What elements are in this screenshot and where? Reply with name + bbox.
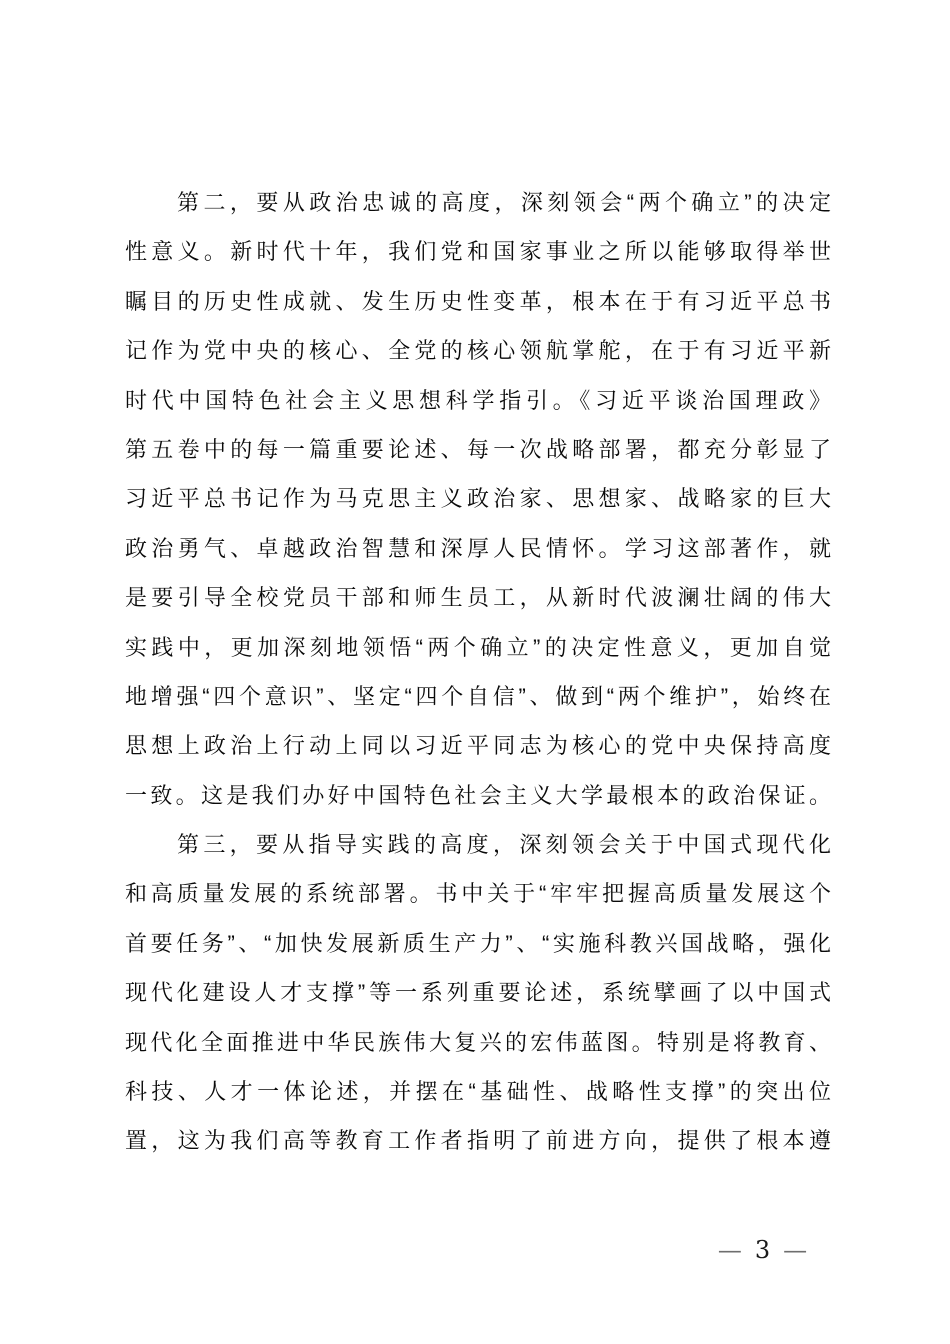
text-line: 记作为党中央的核心、全党的核心领航掌舵，在于有习近平新 (125, 338, 831, 364)
text-line: 现代化建设人才支撑”等一系列重要论述，系统擘画了以中国式 (125, 980, 831, 1006)
page-number: 3 (754, 1236, 771, 1264)
text-line: 实践中，更加深刻地领悟“两个确立”的决定性意义，更加自觉 (125, 634, 831, 660)
text-line: 第二，要从政治忠诚的高度，深刻领会“两个确立”的决定 (177, 190, 831, 215)
text-line: 首要任务”、“加快发展新质生产力”、“实施科教兴国战略，强化 (125, 930, 831, 956)
text-line: 思想上政治上行动上同以习近平同志为核心的党中央保持高度 (125, 733, 831, 759)
text-line: 地增强“四个意识”、坚定“四个自信”、做到“两个维护”，始终在 (125, 683, 831, 709)
paragraph (125, 820, 831, 1166)
text-line: 第五卷中的每一篇重要论述、每一次战略部署，都充分彰显了 (125, 436, 831, 462)
text-line: 是要引导全校党员干部和师生员工，从新时代波澜壮阔的伟大 (125, 585, 831, 611)
page-footer (700, 1236, 825, 1264)
footer-dash-right: — (783, 1236, 808, 1264)
text-line: 现代化全面推进中华民族伟大复兴的宏伟蓝图。特别是将教育、 (125, 1029, 831, 1055)
text-line: 置，这为我们高等教育工作者指明了前进方向，提供了根本遵 (125, 1128, 831, 1154)
text-line: 第三，要从指导实践的高度，深刻领会关于中国式现代化 (177, 832, 831, 858)
text-line: 瞩目的历史性成就、发生历史性变革，根本在于有习近平总书 (125, 288, 831, 314)
text-line: 政治勇气、卓越政治智慧和深厚人民情怀。学习这部著作，就 (125, 535, 831, 561)
document-body (125, 178, 831, 1166)
text-line: 一致。这是我们办好中国特色社会主义大学最根本的政治保证。 (125, 782, 831, 808)
footer-dash-left: — (717, 1236, 742, 1264)
paragraph (125, 178, 831, 820)
text-line: 和高质量发展的系统部署。书中关于“牢牢把握高质量发展这个 (125, 881, 831, 907)
text-line: 习近平总书记作为马克思主义政治家、思想家、战略家的巨大 (125, 486, 831, 512)
text-line: 性意义。新时代十年，我们党和国家事业之所以能够取得举世 (125, 239, 831, 265)
text-line: 时代中国特色社会主义思想科学指引。《习近平谈治国理政》 (125, 387, 831, 413)
text-line: 科技、人才一体论述，并摆在“基础性、战略性支撑”的突出位 (125, 1079, 831, 1105)
